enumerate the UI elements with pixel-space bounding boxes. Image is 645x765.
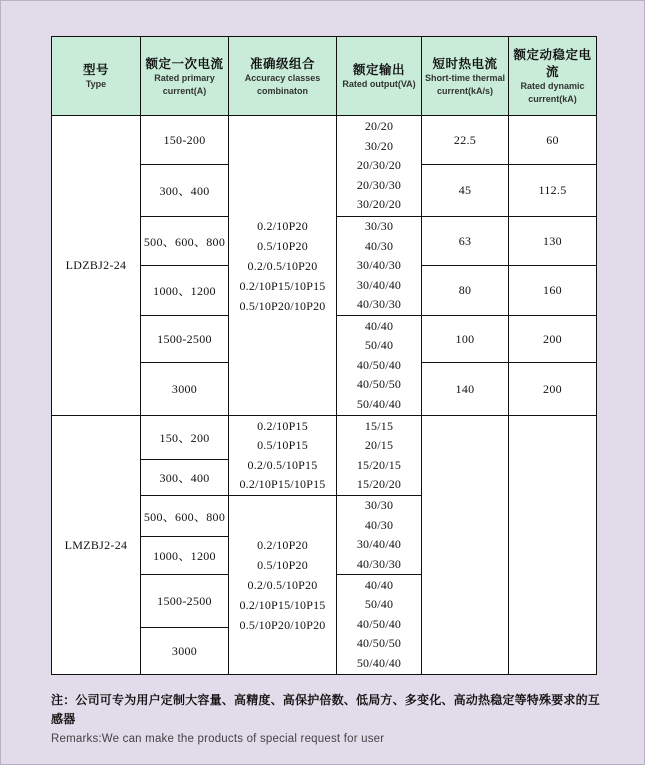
- header-row: [52, 37, 597, 116]
- output-cell: 20/20 30/20 20/30/20 20/30/30 30/20/20: [337, 116, 422, 217]
- primary-cell: 1000、1200: [141, 266, 229, 316]
- thermal-cell-empty: [422, 416, 509, 675]
- primary-cell: 150、200: [141, 416, 229, 460]
- thermal-cell: 100: [422, 316, 509, 363]
- header-accuracy: 准确级组合 Accuracy classes combinaton: [229, 37, 337, 116]
- header-rated-primary: 额定一次电流 Rated primary current(A): [141, 37, 229, 116]
- dynamic-cell: 112.5: [509, 165, 597, 217]
- dynamic-cell: 160: [509, 266, 597, 316]
- accuracy-cell: 0.2/10P20 0.5/10P20 0.2/0.5/10P20 0.2/10P15/10P15 0.5/10P20/10P20: [229, 116, 337, 416]
- accuracy-cell: 0.2/10P15 0.5/10P15 0.2/0.5/10P15 0.2/10P15/10P15: [229, 416, 337, 496]
- remarks-chinese: 注：公司可专为用户定制大容量、高精度、高保护倍数、低局方、多变化、高动热稳定等特殊要求的互感器: [51, 693, 601, 726]
- dynamic-cell-empty: [509, 416, 597, 675]
- output-cell: 30/30 40/30 30/40/30 30/40/40 40/30/30: [337, 217, 422, 316]
- dynamic-cell: 200: [509, 363, 597, 416]
- dynamic-cell: 200: [509, 316, 597, 363]
- model-ldzbj2-24: LDZBJ2-24: [52, 116, 141, 416]
- table-row: [52, 116, 597, 165]
- primary-cell: 3000: [141, 363, 229, 416]
- primary-cell: 500、600、800: [141, 217, 229, 266]
- output-cell: 15/15 20/15 15/20/15 15/20/20: [337, 416, 422, 496]
- accuracy-cell: 0.2/10P20 0.5/10P20 0.2/0.5/10P20 0.2/10P15/10P15 0.5/10P20/10P20: [229, 496, 337, 675]
- thermal-cell: 80: [422, 266, 509, 316]
- spec-table: [51, 36, 597, 675]
- primary-cell: 1000、1200: [141, 537, 229, 575]
- primary-cell: 3000: [141, 628, 229, 675]
- thermal-cell: 45: [422, 165, 509, 217]
- header-rated-output: 额定输出 Rated output(VA): [337, 37, 422, 116]
- primary-cell: 300、400: [141, 460, 229, 496]
- header-thermal: 短时热电流 Short-time thermal current(kA/s): [422, 37, 509, 116]
- thermal-cell: 140: [422, 363, 509, 416]
- output-cell: 30/30 40/30 30/40/40 40/30/30: [337, 496, 422, 575]
- header-type: 型号 Type: [52, 37, 141, 116]
- dynamic-cell: 130: [509, 217, 597, 266]
- output-cell: 40/40 50/40 40/50/40 40/50/50 50/40/40: [337, 575, 422, 675]
- output-cell: 40/40 50/40 40/50/40 40/50/50 50/40/40: [337, 316, 422, 416]
- remarks: [51, 691, 611, 745]
- dynamic-cell: 60: [509, 116, 597, 165]
- primary-cell: 1500-2500: [141, 316, 229, 363]
- primary-cell: 500、600、800: [141, 496, 229, 537]
- model-lmzbj2-24: LMZBJ2-24: [52, 416, 141, 675]
- remarks-english: Remarks:We can make the products of special request for user: [51, 733, 385, 745]
- thermal-cell: 22.5: [422, 116, 509, 165]
- primary-cell: 1500-2500: [141, 575, 229, 628]
- header-dynamic: 额定动稳定电流 Rated dynamic current(kA): [509, 37, 597, 116]
- primary-cell: 150-200: [141, 116, 229, 165]
- table-row: [52, 416, 597, 460]
- primary-cell: 300、400: [141, 165, 229, 217]
- thermal-cell: 63: [422, 217, 509, 266]
